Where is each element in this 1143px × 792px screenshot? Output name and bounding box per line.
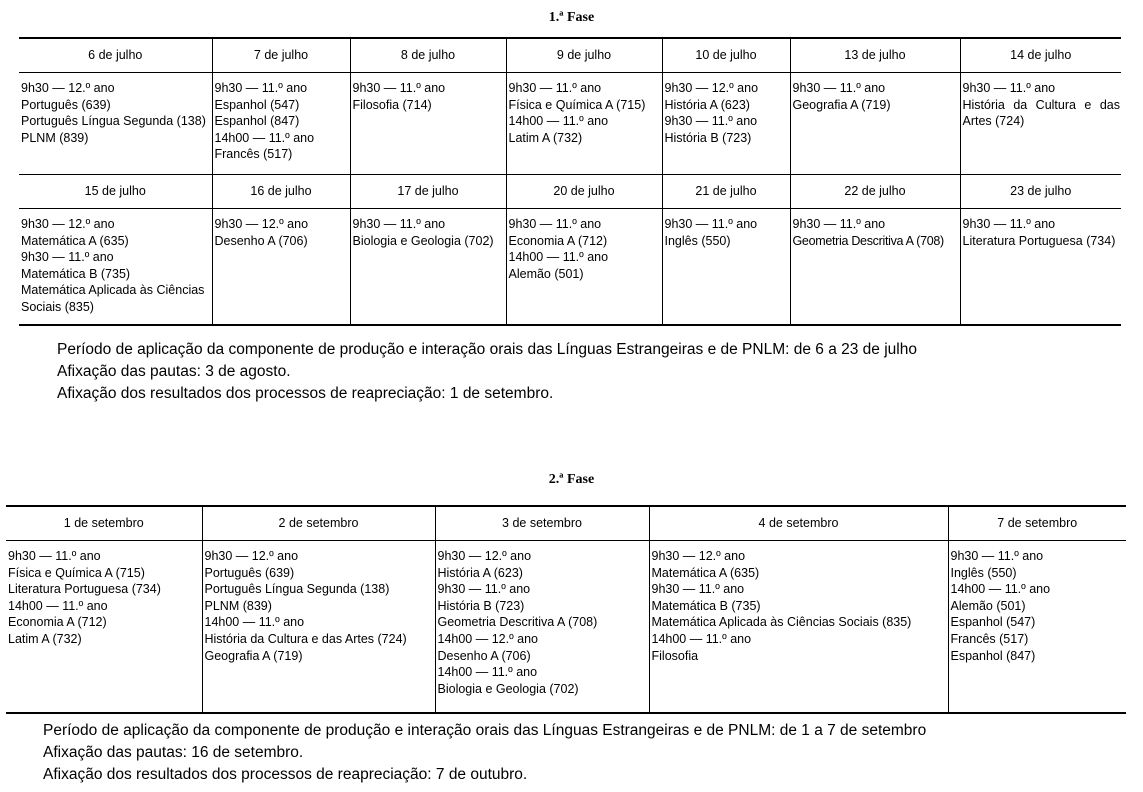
results-posting-note: Afixação das pautas: 16 de setembro. <box>43 744 304 761</box>
date-header: 7 de setembro <box>948 506 1126 541</box>
exam-cell <box>202 541 435 714</box>
exam-cell <box>960 73 1121 175</box>
oral-component-period-note: Período de aplicação da componente de produção e interação orais das Línguas Estrangeiras e de PNLM: de 6 a 23 de julho <box>57 341 917 358</box>
date-header: 4 de setembro <box>649 506 948 541</box>
exam-line: Matemática Aplicada às Ciências Sociais (835) <box>21 283 205 314</box>
exam-line: 14h00 — 11.º ano <box>8 598 108 613</box>
exam-cell <box>790 209 960 326</box>
exam-cell <box>506 73 662 175</box>
exam-line: 9h30 — 11.º ano <box>214 81 308 95</box>
date-header: 22 de julho <box>790 175 960 209</box>
exam-line: Biologia e Geologia (702) <box>352 233 494 248</box>
exam-line: 9h30 — 12.º ano <box>437 549 532 563</box>
exam-line: 14h00 — 11.º ano <box>651 631 752 646</box>
exam-line: Geometria Descritiva A (708) <box>437 615 598 630</box>
exam-line: 14h00 — 11.º ano <box>214 130 315 145</box>
exam-line: 9h30 — 11.º ano <box>792 81 886 95</box>
reappraisal-results-note: Afixação dos resultados dos processos de reapreciação: 7 de outubro. <box>43 766 528 783</box>
exam-cell <box>212 209 350 326</box>
date-header: 3 de setembro <box>435 506 649 541</box>
exam-line: 9h30 — 12.º ano <box>204 549 299 563</box>
exam-line: Geografia A (719) <box>792 97 891 112</box>
exam-line: Física e Química A (715) <box>508 97 646 112</box>
phase1-schedule-table <box>19 37 1121 326</box>
phase1-title: 1.ª Fase <box>548 10 595 25</box>
results-posting-note: Afixação das pautas: 3 de agosto. <box>57 363 291 380</box>
exam-line: Economia A (712) <box>508 233 608 248</box>
exam-cell <box>960 209 1121 326</box>
exam-line: Espanhol (547) <box>214 97 300 112</box>
exam-cell <box>435 541 649 714</box>
oral-component-period-note: Período de aplicação da componente de produção e interação orais das Línguas Estrangeiras e de PNLM: de 1 a 7 de setembro <box>43 722 927 739</box>
exam-cell <box>948 541 1126 714</box>
exam-line: 14h00 — 11.º ano <box>950 582 1051 597</box>
exam-cell <box>19 73 212 175</box>
exam-line: 9h30 — 12.º ano <box>21 217 115 231</box>
exam-line: Economia A (712) <box>8 615 107 630</box>
date-header: 20 de julho <box>506 175 662 209</box>
exam-line: 9h30 — 12.º ano <box>651 549 746 563</box>
exam-line: Português (639) <box>204 565 295 580</box>
exam-line: 9h30 — 11.º ano <box>664 114 758 129</box>
exam-line: Geografia A (719) <box>204 648 303 663</box>
exam-line: História da Cultura e das Artes (724) <box>962 97 1120 129</box>
exam-line: 9h30 — 11.º ano <box>962 81 1056 95</box>
exam-line: História A (623) <box>437 565 523 580</box>
exam-line: 9h30 — 12.º ano <box>21 81 115 95</box>
exam-line: Matemática B (735) <box>21 266 131 281</box>
date-header: 10 de julho <box>662 38 790 73</box>
phase2-notes <box>43 720 926 786</box>
date-header: 2 de setembro <box>202 506 435 541</box>
exam-line: 9h30 — 11.º ano <box>508 81 602 95</box>
exam-line: Matemática A (635) <box>21 233 129 248</box>
date-header: 17 de julho <box>350 175 506 209</box>
phase1-notes <box>57 339 917 405</box>
date-header: 7 de julho <box>212 38 350 73</box>
phase2-title: 2.ª Fase <box>548 472 595 487</box>
exam-line: 9h30 — 11.º ano <box>962 217 1056 231</box>
exam-line: Francês (517) <box>214 147 293 162</box>
exam-cell <box>212 73 350 175</box>
exam-line: PLNM (839) <box>204 598 272 613</box>
exam-line: Desenho A (706) <box>437 648 531 663</box>
phase1-date-row-2 <box>19 175 1121 209</box>
phase2-exam-row <box>6 541 1126 714</box>
exam-line: Espanhol (847) <box>950 648 1036 663</box>
date-header: 6 de julho <box>19 38 212 73</box>
exam-line: Literatura Portuguesa (734) <box>8 582 161 597</box>
exam-line: Francês (517) <box>950 631 1029 646</box>
exam-line: 14h00 — 11.º ano <box>204 615 305 630</box>
exam-line: Matemática B (735) <box>651 598 761 613</box>
exam-cell <box>350 73 506 175</box>
exam-cell <box>350 209 506 326</box>
date-header: 9 de julho <box>506 38 662 73</box>
exam-line: História B (723) <box>664 130 752 145</box>
exam-line: Filosofia <box>651 648 699 663</box>
date-header: 21 de julho <box>662 175 790 209</box>
exam-line: Inglês (550) <box>950 565 1017 580</box>
exam-line: Desenho A (706) <box>214 233 308 248</box>
exam-line: 9h30 — 11.º ano <box>651 582 745 597</box>
exam-line: 9h30 — 11.º ano <box>352 217 446 231</box>
exam-line: Espanhol (547) <box>950 615 1036 630</box>
date-header: 13 de julho <box>790 38 960 73</box>
exam-cell <box>649 541 948 714</box>
exam-line: 9h30 — 11.º ano <box>792 217 886 231</box>
exam-line: Física e Química A (715) <box>8 565 145 580</box>
exam-line: 14h00 — 11.º ano <box>508 114 609 129</box>
exam-line: Matemática Aplicada às Ciências Sociais (835) <box>651 615 912 630</box>
exam-line: Alemão (501) <box>508 266 584 281</box>
exam-cell <box>19 209 212 326</box>
exam-line: 9h30 — 11.º ano <box>950 549 1044 563</box>
exam-line: Português Língua Segunda (138) <box>21 114 206 129</box>
exam-line: Literatura Portuguesa (734) <box>962 233 1116 248</box>
exam-line: 14h00 — 11.º ano <box>437 665 538 680</box>
exam-cell <box>662 209 790 326</box>
date-header: 15 de julho <box>19 175 212 209</box>
exam-line: PLNM (839) <box>21 130 89 145</box>
exam-line: 9h30 — 11.º ano <box>352 81 446 95</box>
exam-line: Geometria Descritiva A (708) <box>792 233 944 248</box>
exam-line: 14h00 — 11.º ano <box>508 250 609 265</box>
phase1-exam-row-2 <box>19 209 1121 326</box>
exam-line: 9h30 — 12.º ano <box>664 81 759 95</box>
exam-line: História da Cultura e das Artes (724) <box>204 631 407 646</box>
exam-line: Português (639) <box>21 97 111 112</box>
exam-line: Alemão (501) <box>950 598 1026 613</box>
date-header: 14 de julho <box>960 38 1121 73</box>
exam-line: Latim A (732) <box>8 631 82 646</box>
exam-line: Inglês (550) <box>664 233 731 248</box>
exam-line: Matemática A (635) <box>651 565 760 580</box>
date-header: 23 de julho <box>960 175 1121 209</box>
exam-line: Filosofia (714) <box>352 97 432 112</box>
exam-line: 9h30 — 12.º ano <box>214 217 309 231</box>
exam-line: 9h30 — 11.º ano <box>21 250 114 265</box>
date-header: 8 de julho <box>350 38 506 73</box>
exam-line: 9h30 — 11.º ano <box>508 217 602 231</box>
exam-cell <box>6 541 202 714</box>
exam-line: 9h30 — 11.º ano <box>8 549 101 563</box>
reappraisal-results-note: Afixação dos resultados dos processos de reapreciação: 1 de setembro. <box>57 385 554 402</box>
exam-line: Espanhol (847) <box>214 114 300 129</box>
exam-line: 14h00 — 12.º ano <box>437 631 538 646</box>
exam-line: Biologia e Geologia (702) <box>437 681 579 696</box>
date-header: 1 de setembro <box>6 506 202 541</box>
exam-cell <box>662 73 790 175</box>
phase1-exam-row-1 <box>19 73 1121 175</box>
exam-line: Português Língua Segunda (138) <box>204 582 390 597</box>
date-header: 16 de julho <box>212 175 350 209</box>
exam-line: História A (623) <box>664 97 750 112</box>
exam-line: 9h30 — 11.º ano <box>664 217 758 231</box>
phase2-date-row <box>6 506 1126 541</box>
exam-cell <box>790 73 960 175</box>
exam-line: História B (723) <box>437 598 525 613</box>
exam-line: 9h30 — 11.º ano <box>437 582 531 597</box>
phase1-date-row-1 <box>19 38 1121 73</box>
exam-line: Latim A (732) <box>508 130 583 145</box>
exam-cell <box>506 209 662 326</box>
phase2-schedule-table <box>6 505 1126 714</box>
